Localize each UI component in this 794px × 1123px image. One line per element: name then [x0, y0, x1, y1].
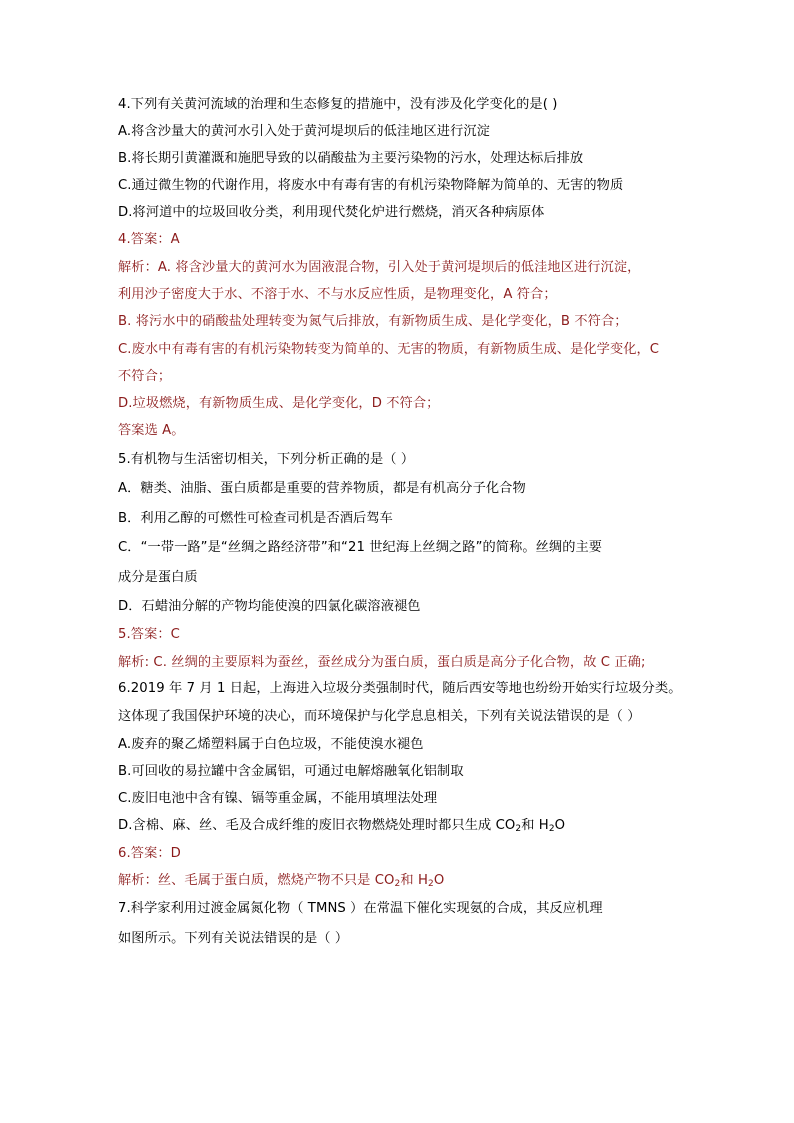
q6-option-d-text-end: O [554, 818, 566, 833]
q6-explanation [118, 872, 444, 890]
q4-option-d: D.将河道中的垃圾回收分类，利用现代焚化炉进行燃烧，消灭各种病原体 [118, 205, 545, 220]
q6-option-b: B.可回收的易拉罐中含金属铝，可通过电解熔融氧化铝制取 [118, 764, 464, 779]
q4-explanation-line-1: 解析：A. 将含沙量大的黄河水为固液混合物，引入处于黄河堤坝后的低洼地区进行沉淀， [118, 260, 641, 275]
q4-answer: 4.答案：A [118, 232, 180, 247]
q4-explanation-line-6: D.垃圾燃烧，有新物质生成、是化学变化，D 不符合； [118, 396, 440, 411]
subscript-two: 2 [427, 879, 434, 889]
q6-option-d-text: D.含棉、麻、丝、毛及合成纤维的废旧衣物燃烧处理时都只生成 CO [118, 818, 516, 833]
q4-explanation-line-2: 利用沙子密度大于水、不溶于水、不与水反应性质，是物理变化，A 符合； [118, 287, 557, 302]
q4-stem: 4.下列有关黄河流域的治理和生态修复的措施中，没有涉及化学变化的是( ) [118, 97, 558, 112]
q6-option-a: A.废弃的聚乙烯塑料属于白色垃圾，不能使溴水褪色 [118, 737, 424, 752]
q5-stem: 5.有机物与生活密切相关，下列分析正确的是（ ） [118, 452, 415, 467]
q4-option-a: A.将含沙量大的黄河水引入处于黄河堤坝后的低洼地区进行沉淀 [118, 124, 490, 139]
q7-stem-line-1: 7.科学家利用过渡金属氮化物（ TMNS ）在常温下催化实现氨的合成，其反应机理 [118, 901, 603, 916]
q5-option-d: D．石蜡油分解的产物均能使溴的四氯化碳溶液褪色 [118, 599, 421, 614]
subscript-two: 2 [548, 824, 555, 834]
q6-stem-line-1: 6.2019 年 7 月 1 日起，上海进入垃圾分类强制时代，随后西安等地也纷纷开始实行垃圾分类。 [118, 681, 682, 696]
q6-option-d-text-mid: 和 H [521, 818, 549, 833]
q6-explanation-text-end: O [433, 873, 445, 888]
q4-explanation-line-7: 答案选 A。 [118, 423, 185, 438]
q4-option-b: B.将长期引黄灌溉和施肥导致的以硝酸盐为主要污染物的污水，处理达标后排放 [118, 151, 584, 166]
q6-explanation-text-mid: 和 H [400, 873, 428, 888]
q5-answer: 5.答案：C [118, 627, 180, 642]
q7-stem-line-2: 如图所示。下列有关说法错误的是（ ） [118, 931, 349, 946]
q6-option-d [118, 817, 565, 835]
q6-explanation-text: 解析：丝、毛属于蛋白质，燃烧产物不只是 CO [118, 873, 395, 888]
q6-stem-line-2: 这体现了我国保护环境的决心，而环境保护与化学息息相关，下列有关说法错误的是（ ） [118, 709, 641, 724]
q5-explanation: 解析: C. 丝绸的主要原料为蚕丝，蚕丝成分为蛋白质，蛋白质是高分子化合物，故 C 正确; [118, 655, 646, 670]
q4-explanation-line-5: 不符合； [118, 369, 172, 384]
subscript-two: 2 [515, 824, 522, 834]
q5-option-c-line-1: C．“一带一路”是“丝绸之路经济带”和“21 世纪海上丝绸之路”的简称。丝绸的主要 [118, 540, 603, 555]
q4-explanation-line-4: C.废水中有毒有害的有机污染物转变为简单的、无害的物质，有新物质生成、是化学变化，C [118, 342, 660, 357]
subscript-two: 2 [394, 879, 401, 889]
q4-option-c: C.通过微生物的代谢作用，将废水中有毒有害的有机污染物降解为简单的、无害的物质 [118, 178, 624, 193]
q5-option-b: B．利用乙醇的可燃性可检查司机是否酒后驾车 [118, 511, 393, 526]
q6-option-c: C.废旧电池中含有镍、镉等重金属，不能用填埋法处理 [118, 791, 438, 806]
q4-explanation-line-3: B. 将污水中的硝酸盐处理转变为氮气后排放，有新物质生成、是化学变化，B 不符合； [118, 314, 628, 329]
q5-option-c-line-2: 成分是蛋白质 [118, 570, 198, 585]
q5-option-a: A．糖类、油脂、蛋白质都是重要的营养物质，都是有机高分子化合物 [118, 481, 526, 496]
q6-answer: 6.答案：D [118, 846, 181, 861]
